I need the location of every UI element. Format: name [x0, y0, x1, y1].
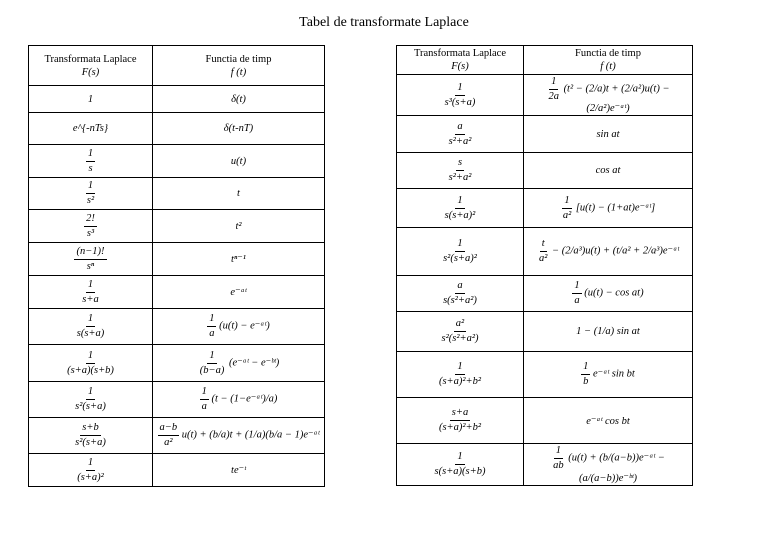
fraction-denominator: s+a	[82, 293, 99, 305]
fraction-numerator: a	[455, 121, 464, 135]
fraction-numerator: 1	[207, 350, 216, 364]
fraction	[441, 280, 479, 306]
table-row	[29, 276, 325, 309]
laplace-transform-cell	[397, 398, 524, 444]
fraction-denominator: ab	[553, 460, 564, 471]
fraction-numerator: t	[540, 238, 547, 252]
header-laplace	[397, 46, 524, 75]
time-function-cell	[153, 113, 325, 145]
table-row	[29, 345, 325, 382]
laplace-transform-cell	[397, 189, 524, 228]
cell-value: te⁻ᵗ	[231, 465, 246, 476]
fraction-numerator: s+a	[450, 407, 470, 421]
fraction-denominator: (s+a)²+b²	[438, 376, 482, 387]
table-row	[397, 444, 693, 486]
fraction-numerator: 1	[549, 76, 558, 90]
fraction	[441, 238, 479, 264]
fraction	[437, 407, 483, 433]
fraction-numerator: 1	[554, 445, 563, 459]
fraction-numerator: 1	[86, 386, 95, 400]
cell-value: cos at	[595, 165, 621, 176]
fraction-denominator: (s+a)(s+b)	[67, 364, 114, 376]
fraction	[440, 318, 481, 344]
cell-expression: 1 − (1/a) sin at	[576, 326, 640, 337]
table-row	[29, 86, 325, 113]
table-row	[29, 210, 325, 243]
laplace-transform-cell	[29, 243, 153, 276]
fraction	[200, 386, 209, 412]
fraction	[80, 279, 100, 305]
laplace-transform-cell	[397, 116, 524, 153]
laplace-transform-cell	[29, 345, 153, 382]
table-row	[29, 145, 325, 178]
fraction-denominator: a	[201, 401, 207, 412]
fraction-numerator: (n−1)!	[74, 246, 106, 260]
cell-value: δ(t-nT)	[223, 123, 254, 134]
laplace-table-right	[396, 45, 693, 486]
time-function-cell	[524, 153, 693, 189]
cell-value: t	[237, 188, 240, 199]
fraction-denominator: 2a	[548, 90, 559, 102]
time-function-cell	[153, 145, 325, 178]
time-function-cell	[524, 189, 693, 228]
cell-value: sin at	[596, 128, 620, 140]
fraction-denominator: a²	[538, 253, 548, 264]
time-function-cell	[524, 116, 693, 153]
fraction-numerator: 1	[86, 148, 95, 162]
fraction-denominator: sⁿ	[86, 260, 95, 272]
table-row	[29, 178, 325, 210]
cell-expression: (u(t) − e⁻ᵃᵗ)	[219, 320, 270, 332]
header-time	[524, 46, 693, 75]
time-function-cell	[153, 178, 325, 210]
laplace-transform-cell	[29, 145, 153, 178]
cell-value: e^{-nTs}	[72, 123, 109, 134]
laplace-transform-cell	[29, 454, 153, 487]
laplace-transform-cell	[397, 75, 524, 116]
fraction-numerator: 2!	[84, 213, 97, 227]
cell-expression: e⁻ᵃᵗ cos bt	[586, 415, 630, 427]
laplace-transform-cell	[397, 352, 524, 398]
header-time	[153, 46, 325, 86]
fraction-numerator: 1	[455, 82, 464, 96]
fraction-numerator: 1	[455, 451, 464, 465]
fraction	[73, 422, 108, 448]
fraction	[84, 213, 97, 239]
fraction-denominator: s³(s+a)	[444, 96, 476, 108]
laplace-transform-cell	[397, 153, 524, 189]
fraction-denominator: a²	[164, 437, 173, 448]
fraction-numerator: a²	[454, 318, 466, 332]
header-laplace-label: Transformata Laplace	[44, 53, 137, 65]
fraction-numerator: 1	[207, 313, 216, 327]
fraction-denominator: s²(s+a)	[75, 401, 106, 412]
fraction	[546, 76, 561, 102]
fraction-numerator: 1	[86, 350, 95, 364]
time-function-cell	[524, 444, 693, 486]
time-function-cell	[524, 75, 693, 116]
fraction-numerator: 1	[455, 238, 464, 252]
laplace-transform-cell	[29, 113, 153, 145]
fraction	[572, 280, 581, 306]
time-function-cell	[153, 345, 325, 382]
fraction-denominator: s²(s+a)	[75, 437, 106, 448]
fraction-numerator: 1	[86, 313, 95, 327]
fraction	[551, 445, 566, 471]
fraction-numerator: 1	[455, 195, 464, 209]
time-function-cell	[153, 309, 325, 345]
header-time-sub: f (t)	[230, 66, 247, 78]
fraction-numerator: 1	[86, 279, 95, 293]
cell-expression: − (2/a³)u(t) + (t/a² + 2/a³)e⁻ᵃᵗ	[551, 245, 680, 257]
fraction	[73, 386, 108, 412]
fraction	[443, 195, 478, 221]
fraction-denominator: (b−a)	[199, 364, 225, 376]
cell-expression: (u(t) − cos at)	[584, 287, 644, 299]
table-row	[29, 454, 325, 487]
table-row	[397, 352, 693, 398]
table-row	[29, 418, 325, 454]
table-row	[29, 113, 325, 145]
laplace-transform-cell	[29, 178, 153, 210]
fraction-denominator: a	[574, 295, 580, 306]
fraction-denominator: (s+a)²+b²	[438, 422, 482, 433]
time-function-cell	[524, 352, 693, 398]
fraction-numerator: 1	[581, 361, 590, 375]
fraction-denominator: s²(s²+a²)	[441, 333, 479, 344]
table-row	[397, 153, 693, 189]
header-laplace-sub: F(s)	[81, 66, 100, 78]
fraction	[437, 361, 483, 387]
fraction-numerator: s	[456, 157, 464, 171]
fraction-denominator: s	[88, 162, 93, 174]
fraction-denominator: s(s+a)	[76, 328, 105, 339]
fraction	[433, 451, 488, 477]
fraction-denominator: b	[583, 376, 589, 387]
time-function-cell	[524, 228, 693, 276]
fraction-numerator: 1	[86, 180, 95, 194]
time-function-cell	[153, 243, 325, 276]
laplace-transform-cell	[397, 312, 524, 352]
fraction-numerator: 1	[86, 457, 95, 471]
header-time-label: Functia de timp	[205, 53, 272, 65]
header-laplace	[29, 46, 153, 86]
fraction-denominator: s(s+a)²	[444, 209, 476, 221]
fraction-denominator: s³	[86, 227, 95, 239]
laplace-transform-cell	[29, 86, 153, 113]
fraction-numerator: 1	[572, 280, 581, 294]
cell-value: δ(t)	[231, 93, 246, 105]
fraction-numerator: a	[455, 280, 464, 294]
table-header-row	[29, 46, 325, 86]
cell-value: t²	[235, 220, 242, 232]
fraction-denominator: a²	[562, 209, 572, 221]
fraction	[86, 148, 95, 174]
table-row	[397, 228, 693, 276]
fraction-numerator: 1	[200, 386, 209, 400]
table-row	[397, 189, 693, 228]
cell-expression: [u(t) − (1+at)e⁻ᵃᵗ]	[575, 202, 656, 214]
table-row	[29, 309, 325, 345]
table-row	[29, 243, 325, 276]
fraction	[85, 180, 96, 206]
fraction	[443, 82, 478, 108]
fraction-numerator: a−b	[158, 422, 180, 436]
cell-expression: (t − (1−e⁻ᵃᵗ)/a)	[211, 393, 278, 405]
cell-value: e⁻ᵃᵗ	[230, 287, 247, 298]
fraction	[581, 361, 590, 387]
fraction-denominator: s(s+a)(s+b)	[434, 466, 486, 477]
fraction-numerator: 1	[562, 195, 571, 209]
time-function-cell	[153, 86, 325, 113]
time-function-cell	[153, 454, 325, 487]
table-row	[397, 398, 693, 444]
fraction-denominator: s²(s+a)²	[443, 253, 477, 264]
table-row	[397, 312, 693, 352]
header-time-label: Functia de timp	[575, 48, 641, 59]
table-header-row	[397, 46, 693, 75]
fraction	[75, 313, 107, 339]
fraction	[207, 313, 216, 339]
cell-expression: (e⁻ᵃᵗ − e⁻ᵇᵗ)	[228, 357, 280, 369]
fraction-numerator: s+b	[80, 422, 100, 436]
laplace-transform-cell	[29, 418, 153, 454]
laplace-transform-cell	[29, 309, 153, 345]
laplace-transform-cell	[397, 276, 524, 312]
table-row	[29, 382, 325, 418]
fraction	[447, 157, 474, 183]
fraction-denominator: s(s²+a²)	[443, 295, 477, 306]
cell-value: tⁿ⁻¹	[231, 254, 246, 265]
fraction-denominator: a	[209, 328, 215, 339]
cell-expression: u(t) + (b/a)t + (1/a)(b/a − 1)e⁻ᵃᵗ	[181, 429, 320, 441]
laplace-transform-cell	[397, 444, 524, 486]
fraction-denominator: s²+a²	[448, 172, 472, 183]
header-laplace-label: Transformata Laplace	[413, 48, 507, 59]
laplace-transform-cell	[29, 276, 153, 309]
fraction	[447, 121, 474, 147]
laplace-transform-cell	[29, 210, 153, 243]
time-function-cell	[153, 276, 325, 309]
fraction	[561, 195, 573, 221]
table-row	[397, 75, 693, 116]
cell-value: u(t)	[230, 155, 247, 167]
table-row	[397, 276, 693, 312]
laplace-transform-cell	[29, 382, 153, 418]
cell-value: 1	[87, 93, 94, 105]
fraction-denominator: s²+a²	[448, 135, 472, 147]
fraction-denominator: (s+a)²	[77, 471, 104, 483]
time-function-cell	[524, 398, 693, 444]
cell-expression: e⁻ᵃᵗ sin bt	[593, 368, 635, 380]
time-function-cell	[153, 382, 325, 418]
time-function-cell	[153, 418, 325, 454]
header-laplace-sub: F(s)	[451, 61, 469, 72]
header-time-sub: f (t)	[600, 61, 616, 72]
laplace-table-left	[28, 45, 325, 487]
fraction	[158, 422, 180, 448]
cell-expression: (t² − (2/a)t + (2/a²)u(t) − (2/a²)e⁻ᵃᵗ)	[563, 83, 670, 115]
time-function-cell	[524, 276, 693, 312]
fraction-denominator: s²	[86, 195, 95, 206]
fraction	[74, 246, 106, 272]
fraction	[198, 350, 227, 376]
fraction	[75, 457, 106, 483]
cell-expression: (u(t) + (b/(a−b))e⁻ᵃᵗ − (a/(a−b))e⁻ᵇᵗ)	[568, 452, 665, 484]
fraction	[537, 238, 549, 264]
fraction	[65, 350, 116, 376]
table-row	[397, 116, 693, 153]
laplace-transform-cell	[397, 228, 524, 276]
time-function-cell	[524, 312, 693, 352]
time-function-cell	[153, 210, 325, 243]
fraction-numerator: 1	[455, 361, 464, 375]
page-title: Tabel de transformate Laplace	[299, 15, 469, 30]
